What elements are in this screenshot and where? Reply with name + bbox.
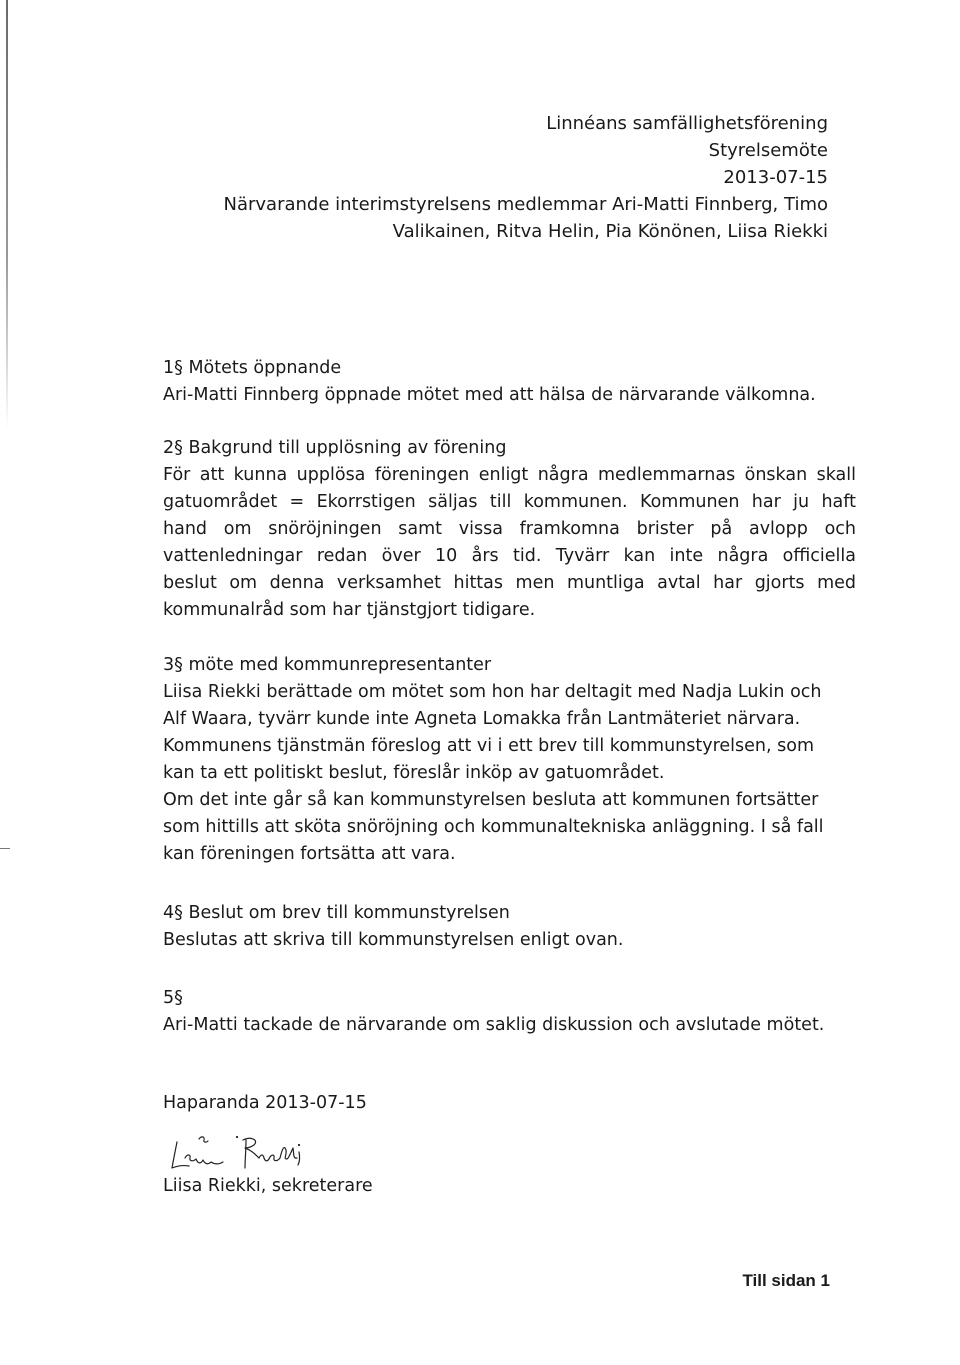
section-3 (163, 652, 863, 868)
section-heading: 1§ Mötets öppnande (163, 358, 342, 378)
section-heading: 3§ möte med kommunrepresentanter (163, 655, 492, 675)
section-line: beslut om denna verksamhet hittas men muntliga avtal har gjorts med (163, 573, 856, 593)
section-line: kan föreningen fortsätta att vara. (163, 844, 456, 864)
section-line: Ari-Matti Finnberg öppnade mötet med att hälsa de närvarande välkomna. (163, 385, 816, 405)
section-2 (163, 435, 863, 624)
section-line: Liisa Riekki berättade om mötet som hon har deltagit med Nadja Lukin och (163, 682, 822, 702)
section-5 (163, 985, 863, 1039)
place-and-date: Haparanda 2013-07-15 (163, 1093, 367, 1113)
section-line: Kommunens tjänstmän föreslog att vi i ett brev till kommunstyrelsen, som (163, 736, 814, 756)
section-heading: 5§ (163, 988, 183, 1008)
scan-margin-mark (0, 848, 10, 849)
section-line: vattenledningar redan över 10 års tid. Tyvärr kan inte några officiella (163, 546, 856, 566)
section-heading: 4§ Beslut om brev till kommunstyrelsen (163, 903, 510, 923)
section-line: som hittills att sköta snöröjning och kommunaltekniska anläggning. I så fall (163, 817, 824, 837)
section-4 (163, 900, 863, 954)
page-footer: Till sidan 1 (742, 1271, 830, 1290)
section-line: kan ta ett politiskt beslut, föreslår inköp av gatuområdet. (163, 763, 665, 783)
section-line: Om det inte går så kan kommunstyrelsen besluta att kommunen fortsätter (163, 790, 819, 810)
meeting-date: 2013-07-15 (723, 167, 828, 188)
section-line: Beslutas att skriva till kommunstyrelsen enligt ovan. (163, 930, 624, 950)
attendees-line-1: Närvarande interimstyrelsens medlemmar Ari-Matti Finnberg, Timo (223, 194, 828, 215)
section-line: kommunalråd som har tjänstgjort tidigare. (163, 600, 536, 620)
meeting-type: Styrelsemöte (708, 140, 828, 161)
section-line: gatuområdet = Ekorrstigen säljas till kommunen. Kommunen har ju haft (163, 492, 856, 512)
association-name: Linnéans samfällighetsförening (546, 113, 828, 134)
section-line: hand om snöröjningen samt vissa framkomna brister på avlopp och (163, 519, 856, 539)
attendees-line-2: Valikainen, Ritva Helin, Pia Könönen, Liisa Riekki (392, 221, 828, 242)
document-header (188, 110, 828, 245)
section-line: Alf Waara, tyvärr kunde inte Agneta Lomakka från Lantmäteriet närvara. (163, 709, 801, 729)
section-line: För att kunna upplösa föreningen enligt några medlemmarnas önskan skall (163, 465, 856, 485)
handwritten-signature (163, 1128, 313, 1174)
section-1 (163, 355, 863, 409)
signer-name: Liisa Riekki, sekreterare (163, 1176, 373, 1196)
scan-edge-line (6, 0, 8, 430)
section-line: Ari-Matti tackade de närvarande om saklig diskussion och avslutade mötet. (163, 1015, 825, 1035)
section-heading: 2§ Bakgrund till upplösning av förening (163, 438, 507, 458)
